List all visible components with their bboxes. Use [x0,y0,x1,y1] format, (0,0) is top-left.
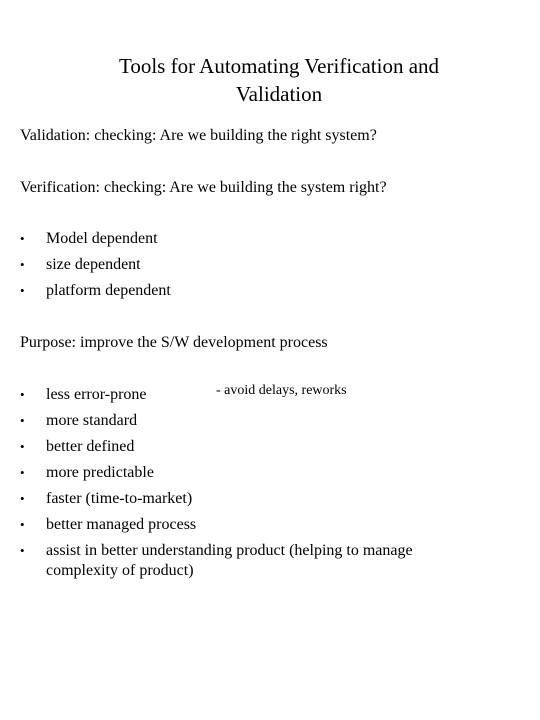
list-item [0,538,540,581]
dependency-label: Model dependent [46,230,158,247]
bullet-icon: • [20,517,25,532]
list-item [0,382,540,408]
list-item [0,408,540,434]
purpose-item-label: faster (time-to-market) [46,490,193,507]
purpose-item-label: more predictable [46,464,154,481]
list-item [0,486,540,512]
bullet-icon: • [20,543,25,558]
list-item [0,226,540,252]
verification-definition: Verification: checking: Are we building the system right? [20,179,387,196]
dependency-label: size dependent [46,256,141,273]
bullet-icon: • [20,465,25,480]
dependency-list [0,226,540,304]
purpose-item-label: less error-prone [46,386,147,403]
purpose-item-label: more standard [46,412,138,429]
bullet-icon: • [20,257,25,272]
purpose-list [0,382,540,581]
list-item [0,252,540,278]
list-item [0,434,540,460]
bullet-icon: • [20,491,25,506]
title-line-2: Validation [235,82,323,106]
purpose-item-label: assist in better understanding product (helping to manage complexity of product) [46,542,413,579]
list-item [0,278,540,304]
title-line-1: Tools for Automating Verification and [118,54,440,78]
purpose-item-label: better managed process [46,516,197,533]
page-title [20,52,538,108]
validation-definition: Validation: checking: Are we building the right system? [20,127,377,144]
bullet-icon: • [20,439,25,454]
bullet-icon: • [20,283,25,298]
list-item [0,512,540,538]
bullet-icon: • [20,413,25,428]
list-item [0,460,540,486]
dependency-label: platform dependent [46,282,171,299]
purpose-note: - avoid delays, reworks [216,383,347,398]
bullet-icon: • [20,231,25,246]
purpose-statement: Purpose: improve the S/W development process [20,334,328,351]
bullet-icon: • [20,387,25,402]
purpose-item-label: better defined [46,438,135,455]
